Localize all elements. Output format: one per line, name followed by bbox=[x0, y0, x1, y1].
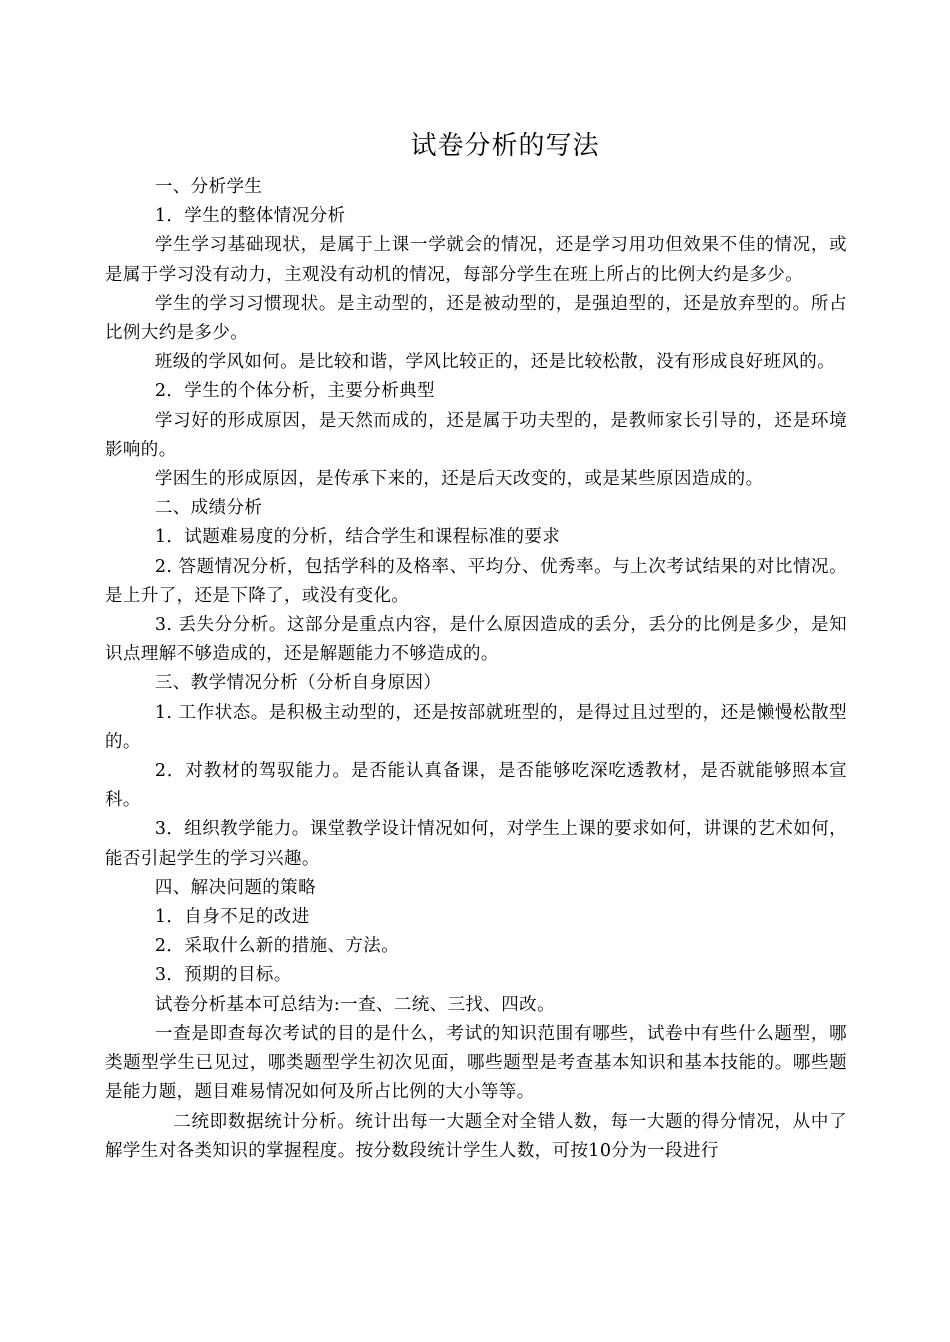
paragraph: 学困生的形成原因，是传承下来的，还是后天改变的，或是某些原因造成的。 bbox=[154, 469, 764, 490]
paragraph: 1. 工作状态。是积极主动型的，还是按部就班型的，是得过且过型的，还是懒慢松散型的。 bbox=[105, 702, 847, 752]
summary-paragraph: 试卷分析基本可总结为:一查、二统、三找、四改。 bbox=[154, 994, 555, 1015]
paragraph: 一查是即查每次考试的目的是什么，考试的知识范围有哪些，试卷中有些什么题型，哪类题型学生已见过，哪类题型学生初次见面，哪些题型是考查基本知识和基本技能的。哪些题是能力题，题目难易情况如何及所占比例的大小等等。 bbox=[105, 1023, 847, 1103]
list-item: 3．预期的目标。 bbox=[154, 965, 292, 986]
paragraph: 3. 丢失分分析。这部分是重点内容，是什么原因造成的丢分，丢分的比例是多少，是知识点理解不够造成的，还是解题能力不够造成的。 bbox=[105, 615, 847, 665]
document-body bbox=[105, 173, 847, 1166]
subheading: 2．学生的个体分析，主要分析典型 bbox=[154, 381, 435, 402]
subheading: 1．学生的整体情况分析 bbox=[154, 206, 346, 227]
paragraph: 学生学习基础现状，是属于上课一学就会的情况，还是学习用功但效果不佳的情况，或是属于学习没有动力，主观没有动机的情况，每部分学生在班上所占的比例大约是多少。 bbox=[105, 235, 847, 285]
paragraph: 学生的学习习惯现状。是主动型的，还是被动型的，是强迫型的，还是放弃型的。所占比例大约是多少。 bbox=[105, 293, 847, 344]
paragraph: 3．组织教学能力。课堂教学设计情况如何，对学生上课的要求如何，讲课的艺术如何，能否引起学生的学习兴趣。 bbox=[105, 819, 847, 869]
section-heading-2: 二、成绩分析 bbox=[154, 498, 263, 519]
paragraph: 1．试题难易度的分析，结合学生和课程标准的要求 bbox=[154, 527, 561, 548]
section-heading-4: 四、解决问题的策略 bbox=[154, 877, 316, 898]
paragraph: 2. 答题情况分析，包括学科的及格率、平均分、优秀率。与上次考试结果的对比情况。是上升了，还是下降了，或没有变化。 bbox=[105, 556, 847, 606]
paragraph: 学习好的形成原因，是天然而成的，还是属于功夫型的，是教师家长引导的，还是环境影响的。 bbox=[105, 410, 847, 460]
section-heading-1: 一、分析学生 bbox=[154, 177, 263, 197]
list-item: 1．自身不足的改进 bbox=[154, 907, 310, 928]
paragraph: 二统即数据统计分析。统计出每一大题全对全错人数，每一大题的得分情况，从中了解学生对各类知识的掌握程度。按分数段统计学生人数，可按10分为一段进行 bbox=[105, 1111, 847, 1161]
paragraph: 2．对教材的驾驭能力。是否能认真备课，是否能够吃深吃透教材，是否就能够照本宣科。 bbox=[105, 761, 847, 811]
paragraph: 班级的学风如何。是比较和谐，学风比较正的，还是比较松散，没有形成良好班风的。 bbox=[154, 352, 836, 373]
document-title: 试卷分析的写法 bbox=[410, 131, 600, 161]
list-item: 2．采取什么新的措施、方法。 bbox=[154, 936, 400, 957]
section-heading-3: 三、教学情况分析（分析自身原因） bbox=[154, 673, 442, 694]
